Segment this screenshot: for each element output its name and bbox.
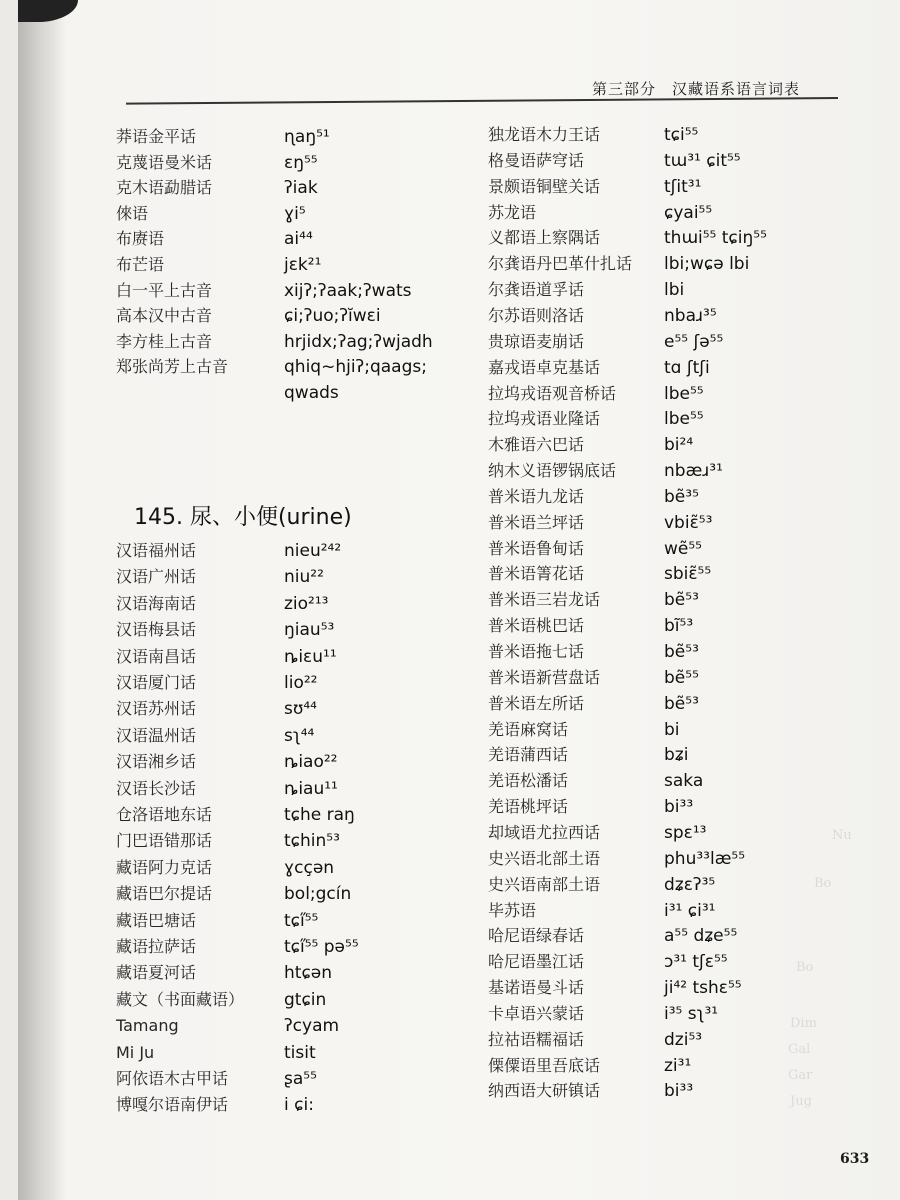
language-name: 门巴语错那话 xyxy=(116,831,213,851)
ipa-transcription: ɔ³¹ tʃɛ⁵⁵ xyxy=(664,952,728,973)
ipa-transcription: bẽ⁵³ xyxy=(664,642,699,662)
show-through-text: Bo xyxy=(796,960,814,975)
page-corner-shadow xyxy=(18,0,78,22)
language-name: 苏龙语 xyxy=(488,202,537,222)
language-name: 李方桂上古音 xyxy=(116,331,213,351)
ipa-transcription: lbe⁵⁵ xyxy=(664,409,704,430)
ipa-transcription: bẽ⁵⁵ xyxy=(664,667,699,688)
language-name: 布赓语 xyxy=(116,229,165,249)
language-name: 普米语鲁甸话 xyxy=(488,538,585,558)
language-name: 独龙语木力王话 xyxy=(488,125,601,144)
language-name: 藏语阿力克话 xyxy=(116,857,213,877)
language-name: 克木语勐腊话 xyxy=(116,178,213,198)
language-name: 汉语福州话 xyxy=(116,541,197,560)
ipa-transcription: spɛ¹³ xyxy=(664,822,707,843)
ipa-transcription: ɕyai⁵⁵ xyxy=(664,202,713,223)
language-name: 羌语麻窝话 xyxy=(488,719,569,739)
ipa-transcription: bẽ³⁵ xyxy=(664,486,699,507)
language-name: 纳西语大研镇话 xyxy=(488,1081,601,1101)
language-name: 高本汉中古音 xyxy=(116,306,213,326)
language-name: 阿依语木古甲话 xyxy=(116,1069,229,1088)
language-name: 尔龚语丹巴革什扎话 xyxy=(488,254,633,274)
ipa-transcription: ɣi⁵ xyxy=(284,203,306,224)
language-name: 贵琼语麦崩话 xyxy=(488,331,585,351)
ipa-transcription: sbiɛ̃⁵⁵ xyxy=(664,564,712,585)
ipa-transcription: bi²⁴ xyxy=(664,435,694,456)
ipa-transcription: bẽ⁵³ xyxy=(664,590,699,611)
ipa-transcription: tɕhin⁵³ xyxy=(284,831,340,852)
ipa-transcription: ɛŋ⁵⁵ xyxy=(284,152,318,173)
ipa-transcription: bol;gcín xyxy=(284,884,352,905)
ipa-transcription: bi xyxy=(664,719,680,740)
language-name: 汉语苏州话 xyxy=(116,699,197,719)
header-rule xyxy=(126,97,838,105)
language-name: 羌语桃坪话 xyxy=(488,797,569,817)
ipa-transcription: ȵiau¹¹ xyxy=(284,778,338,799)
ipa-transcription: saka xyxy=(664,771,704,792)
ipa-transcription: i ɕi: xyxy=(284,1095,314,1116)
ipa-transcription: gtɕin xyxy=(284,989,327,1010)
language-name: 义都语上察隅话 xyxy=(488,228,601,248)
ipa-transcription: tisit xyxy=(284,1042,316,1063)
language-name: 普米语拖七话 xyxy=(488,642,585,661)
ipa-transcription: tɕhe raŋ xyxy=(284,805,355,825)
language-name: 汉语厦门话 xyxy=(116,673,197,692)
ipa-transcription: a⁵⁵ dʑe⁵⁵ xyxy=(664,926,738,947)
language-name: 汉语梅县话 xyxy=(116,620,197,640)
show-through-text: Gar xyxy=(788,1068,813,1083)
ipa-transcription: ȵiao²² xyxy=(284,752,338,773)
ipa-transcription: lio²² xyxy=(284,673,318,693)
language-name: 史兴语北部土语 xyxy=(488,848,601,868)
ipa-transcription: vbiɛ̃⁵³ xyxy=(664,512,713,533)
ipa-transcription: qhiq~hjiʔ;qaags; xyxy=(284,357,427,378)
ipa-transcription: jɛk²¹ xyxy=(284,255,322,275)
ipa-transcription: zio²¹³ xyxy=(284,593,329,614)
show-through-text: Bo xyxy=(814,876,832,891)
ipa-transcription: ʔcyam xyxy=(284,1016,340,1037)
ipa-transcription: lbi xyxy=(664,280,685,301)
language-name: 纳木义语锣锅底话 xyxy=(488,461,617,481)
language-name: 倈语 xyxy=(116,203,149,223)
ipa-transcription: tʃit³¹ xyxy=(664,176,702,197)
language-name: 普米语新营盘话 xyxy=(488,667,601,687)
ipa-transcription: sʅ⁴⁴ xyxy=(284,725,315,746)
ipa-transcription: nieu²⁴² xyxy=(284,541,342,561)
language-name: 毕苏语 xyxy=(488,900,537,920)
language-name: 博嘎尔语南伊话 xyxy=(116,1095,229,1115)
running-head: 第三部分 汉藏语系语言词表 xyxy=(591,80,800,98)
section-title: 145. 尿、小便(urine) xyxy=(134,505,352,530)
ipa-transcription: lbi;wɕə lbi xyxy=(664,254,750,275)
ipa-transcription: tɕi⁵⁵ xyxy=(664,125,699,145)
language-name: 史兴语南部土语 xyxy=(488,874,601,894)
language-name: 普米语左所话 xyxy=(488,693,585,713)
ipa-transcription: ʂa⁵⁵ xyxy=(284,1069,317,1089)
ipa-transcription: ai⁴⁴ xyxy=(284,229,313,250)
language-name: 普米语九龙话 xyxy=(488,486,585,506)
ipa-transcription: tɕi̋⁵⁵ xyxy=(284,910,319,931)
language-name: 藏文（书面藏语） xyxy=(116,989,245,1009)
show-through-text: Dim xyxy=(790,1016,817,1031)
ipa-transcription: tɑ ʃtʃi xyxy=(664,357,710,378)
ipa-transcription: i³¹ ɕi³¹ xyxy=(664,900,716,921)
language-name: 普米语三岩龙话 xyxy=(488,590,601,610)
book-page xyxy=(18,0,900,1200)
ipa-transcription: sʊ⁴⁴ xyxy=(284,699,317,720)
ipa-transcription: ɳaŋ⁵¹ xyxy=(284,127,330,147)
ipa-transcription: tɕi̋⁵⁵ pə⁵⁵ xyxy=(284,937,359,957)
language-name: Mi Ju xyxy=(116,1042,155,1062)
ipa-transcription: bi³³ xyxy=(664,797,694,818)
language-name: 羌语蒲西话 xyxy=(488,745,569,765)
ipa-transcription: bẽ⁵³ xyxy=(664,693,699,714)
language-name: 羌语松潘话 xyxy=(488,771,569,791)
ipa-transcription: ɣcçən xyxy=(284,857,335,878)
ipa-transcription: xijʔ;ʔaak;ʔwats xyxy=(284,280,412,301)
ipa-transcription: niu²² xyxy=(284,567,324,588)
language-name: 汉语广州话 xyxy=(116,567,197,587)
ipa-transcription: nbaɹ³⁵ xyxy=(664,305,717,326)
language-name: 汉语湘乡话 xyxy=(116,752,197,772)
language-name: 普米语兰坪话 xyxy=(488,512,585,532)
language-name: 基诺语曼斗话 xyxy=(488,978,585,998)
language-name: 景颇语铜壁关话 xyxy=(488,176,601,196)
ipa-transcription: wẽ⁵⁵ xyxy=(664,538,702,559)
ipa-transcription: ɕi;ʔuo;ʔĭwɛi xyxy=(284,306,381,327)
ipa-transcription: ji⁴² tshɛ⁵⁵ xyxy=(664,978,742,999)
book-spine-shadow xyxy=(18,0,66,1200)
ipa-transcription: thɯi⁵⁵ tɕiŋ⁵⁵ xyxy=(664,228,767,249)
language-name: 尔苏语则洛话 xyxy=(488,305,585,325)
ipa-transcription: dzi⁵³ xyxy=(664,1029,703,1050)
language-name: 哈尼语绿春话 xyxy=(488,926,585,946)
ipa-transcription: zi³¹ xyxy=(664,1055,692,1076)
language-name: Tamang xyxy=(116,1016,179,1036)
language-name: 汉语海南话 xyxy=(116,593,197,613)
ipa-transcription: i³⁵ sʅ³¹ xyxy=(664,1003,719,1024)
ipa-transcription: tɯ³¹ ɕit⁵⁵ xyxy=(664,150,741,171)
language-name: 普米语桃巴话 xyxy=(488,616,585,636)
language-name: 卡卓语兴蒙话 xyxy=(488,1003,585,1023)
language-name: 嘉戎语卓克基话 xyxy=(488,357,601,377)
language-name: 藏语巴尔提话 xyxy=(116,884,213,904)
ipa-transcription: ȵiɛu¹¹ xyxy=(284,646,337,667)
language-name: 傈僳语里吾底话 xyxy=(488,1055,601,1075)
language-name: 白一平上古音 xyxy=(116,280,213,300)
language-name: 汉语南昌话 xyxy=(116,646,197,666)
show-through-text: Gal xyxy=(788,1042,811,1057)
show-through-text: Nu xyxy=(832,828,852,843)
language-name: 汉语长沙话 xyxy=(116,778,197,798)
language-name: 格曼语萨穹话 xyxy=(488,150,585,170)
ipa-transcription: e⁵⁵ ʃə⁵⁵ xyxy=(664,331,724,352)
language-name: 藏语拉萨话 xyxy=(116,937,197,956)
language-name: 拉坞戎语观音桥话 xyxy=(488,383,617,403)
ipa-transcription: dʑɛʔ³⁵ xyxy=(664,874,716,895)
language-name: 郑张尚芳上古音 xyxy=(116,357,229,377)
ipa-transcription: hrjidx;ʔag;ʔwjadh xyxy=(284,331,433,352)
ipa-transcription: bĩ⁵³ xyxy=(664,616,694,637)
language-name: 仓洛语地东话 xyxy=(116,805,213,824)
language-name: 哈尼语墨江话 xyxy=(488,952,585,972)
language-name: 木雅语六巴话 xyxy=(488,435,585,455)
page-number: 633 xyxy=(840,1151,870,1167)
ipa-transcription: lbe⁵⁵ xyxy=(664,383,704,404)
ipa-transcription: nbæɹ³¹ xyxy=(664,461,723,482)
ipa-transcription: qwads xyxy=(284,383,339,403)
ipa-transcription: ʔiak xyxy=(284,178,318,199)
ipa-transcription: htɕən xyxy=(284,963,333,984)
ipa-transcription: bi³³ xyxy=(664,1081,694,1102)
language-name: 汉语温州话 xyxy=(116,725,197,745)
ipa-transcription: phu³³læ⁵⁵ xyxy=(664,848,746,869)
language-name: 克蔑语曼米话 xyxy=(116,152,213,172)
language-name: 藏语夏河话 xyxy=(116,963,197,983)
show-through-text: Jug xyxy=(790,1094,812,1109)
ipa-transcription: bʑi xyxy=(664,745,689,766)
language-name: 却域语尤拉西话 xyxy=(488,822,601,842)
language-name: 拉坞戎语业隆话 xyxy=(488,409,601,429)
language-name: 藏语巴塘话 xyxy=(116,910,197,930)
ipa-transcription: ŋiau⁵³ xyxy=(284,620,335,641)
language-name: 普米语箐花话 xyxy=(488,564,585,584)
language-name: 莽语金平话 xyxy=(116,127,197,146)
language-name: 拉祜语糯福话 xyxy=(488,1029,585,1049)
language-name: 布芒语 xyxy=(116,255,165,274)
language-name: 尔龚语道孚话 xyxy=(488,280,585,300)
